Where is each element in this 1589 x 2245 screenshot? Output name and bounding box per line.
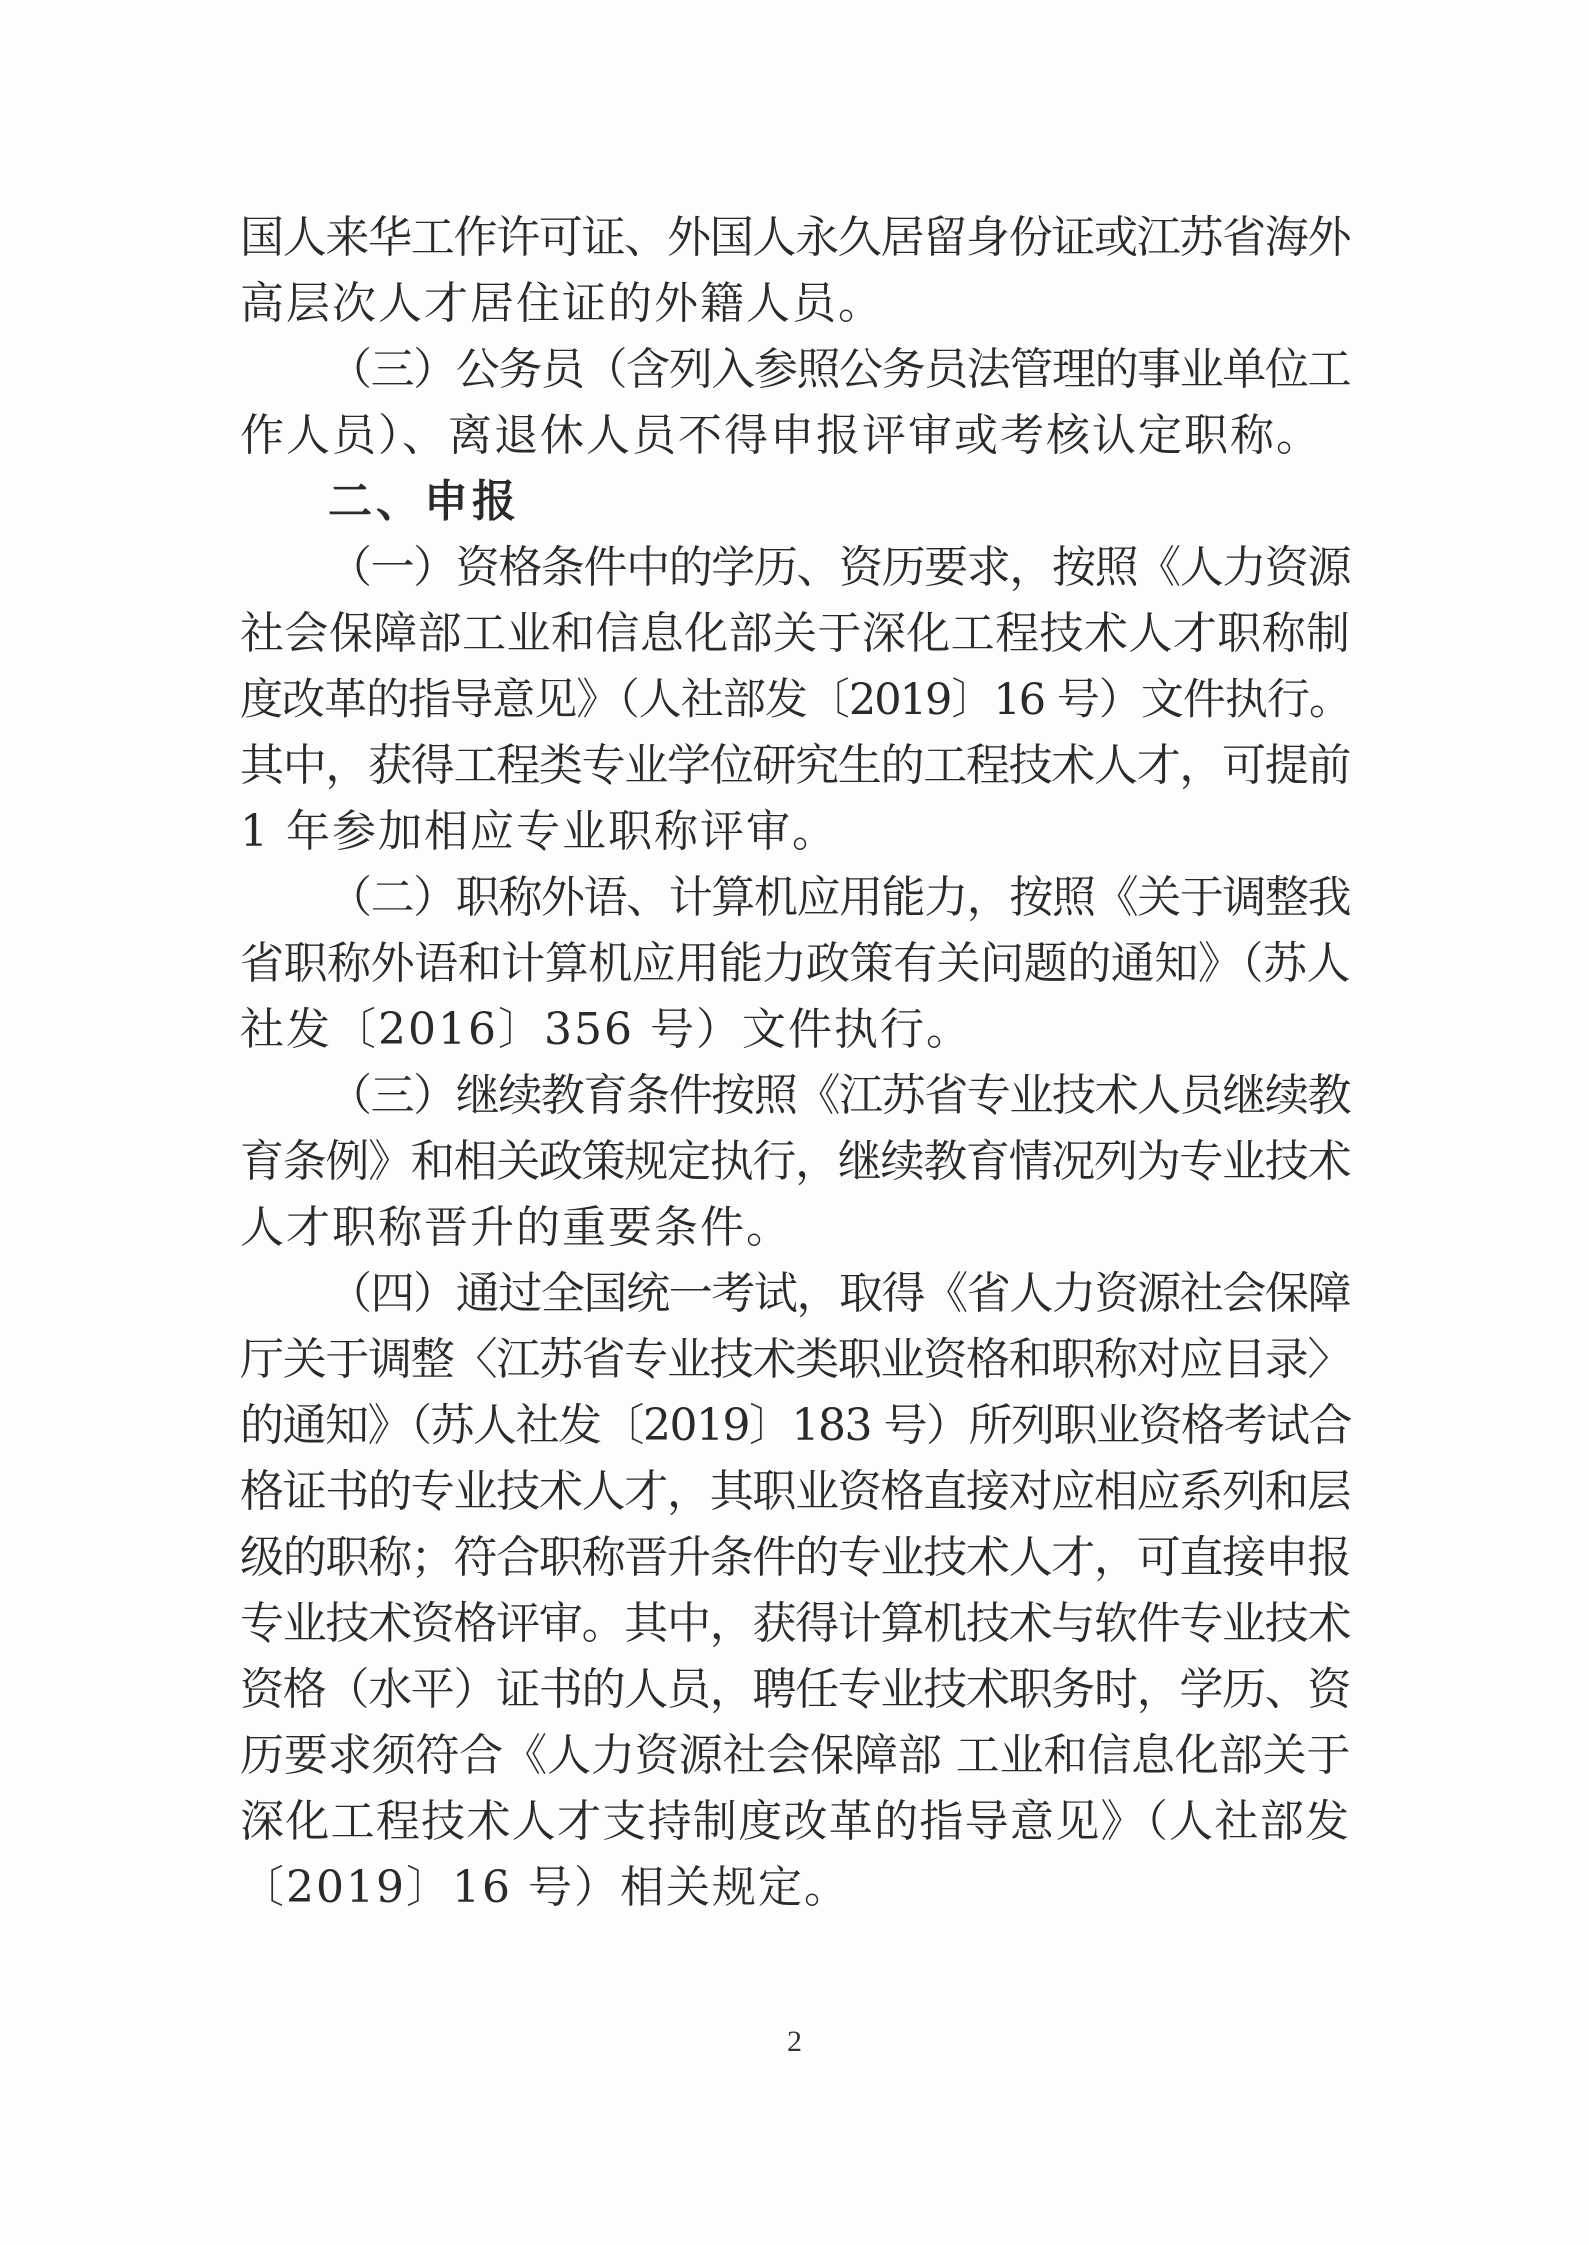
text-line: （四）通过全国统一考试，取得《省人力资源社会保障 bbox=[328, 1268, 1350, 1319]
page-number: 2 bbox=[787, 2025, 802, 2058]
text-line: 社发〔2016〕356 号）文件执行。 bbox=[240, 1004, 972, 1055]
text-line: 其中，获得工程类专业学位研究生的工程技术人才，可提前 bbox=[240, 740, 1350, 791]
text-line: 度改革的指导意见》（人社部发〔2019〕16 号）文件执行。 bbox=[240, 675, 1350, 725]
text-line: 人才职称晋升的重要条件。 bbox=[240, 1202, 792, 1253]
text-line: 级的职称；符合职称晋升条件的专业技术人才，可直接申报 bbox=[240, 1532, 1350, 1583]
text-line: 深化工程技术人才支持制度改革的指导意见》（人社部发 bbox=[240, 1796, 1350, 1847]
text-line: 国人来华工作许可证、外国人永久居留身份证或江苏省海外 bbox=[240, 212, 1350, 263]
text-line: 厅关于调整〈江苏省专业技术类职业资格和职称对应目录〉 bbox=[240, 1334, 1350, 1385]
text-line: （三）公务员（含列入参照公务员法管理的事业单位工 bbox=[328, 344, 1350, 395]
text-line: 〔2019〕16 号）相关规定。 bbox=[240, 1862, 850, 1913]
text-line: 育条例》和相关政策规定执行，继续教育情况列为专业技术 bbox=[240, 1136, 1350, 1187]
section-heading: 二、申报 bbox=[328, 476, 520, 527]
text-line: 历要求须符合《人力资源社会保障部 工业和信息化部关于 bbox=[240, 1730, 1350, 1781]
text-line: 的通知》（苏人社发〔2019〕183 号）所列职业资格考试合 bbox=[240, 1400, 1351, 1451]
text-line: 作人员）、离退休人员不得申报评审或考核认定职称。 bbox=[240, 410, 1322, 461]
text-line: （一）资格条件中的学历、资历要求，按照《人力资源 bbox=[328, 542, 1350, 593]
text-line: 格证书的专业技术人才，其职业资格直接对应相应系列和层 bbox=[240, 1466, 1350, 1517]
text-line: 高层次人才居住证的外籍人员。 bbox=[240, 278, 884, 329]
text-line: 省职称外语和计算机应用能力政策有关问题的通知》（苏人 bbox=[240, 938, 1350, 989]
text-line: （三）继续教育条件按照《江苏省专业技术人员继续教 bbox=[328, 1070, 1350, 1121]
text-line: 专业技术资格评审。其中，获得计算机技术与软件专业技术 bbox=[240, 1598, 1350, 1649]
text-line: 社会保障部工业和信息化部关于深化工程技术人才职称制 bbox=[240, 608, 1350, 659]
document-body bbox=[240, 205, 1350, 1921]
text-line: 1 年参加相应专业职称评审。 bbox=[240, 806, 838, 857]
text-line: 资格（水平）证书的人员，聘任专业技术职务时，学历、资 bbox=[240, 1664, 1350, 1715]
text-line: （二）职称外语、计算机应用能力，按照《关于调整我 bbox=[328, 872, 1350, 923]
